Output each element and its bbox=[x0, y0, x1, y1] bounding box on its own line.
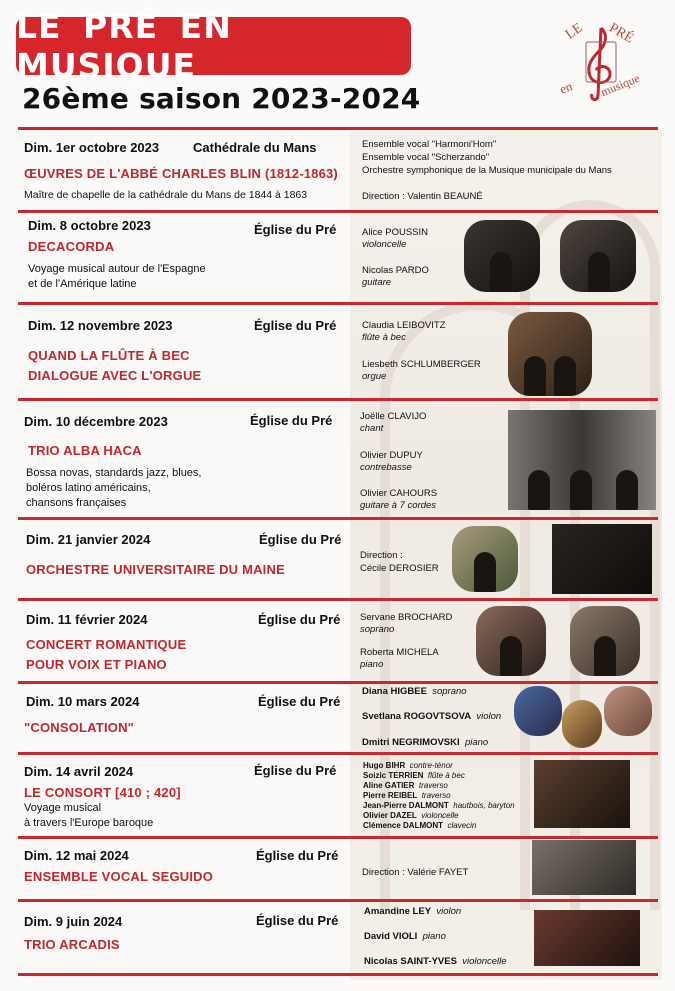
event-date: Dim. 11 février 2024 bbox=[26, 612, 148, 627]
performer-name: Soizic TERRIEN bbox=[363, 771, 424, 780]
performer bbox=[363, 801, 515, 811]
ensemble-line: Ensemble vocal "Harmoni'Hom" bbox=[362, 139, 497, 150]
performer-photo bbox=[508, 312, 592, 396]
performer-name: Svetlana ROGOVTSOVA bbox=[362, 711, 472, 722]
performer bbox=[363, 791, 451, 801]
performer-role: piano bbox=[422, 931, 446, 942]
performer bbox=[364, 956, 507, 968]
performer-photo bbox=[476, 606, 546, 676]
divider bbox=[18, 127, 658, 130]
performer-role: soprano bbox=[360, 624, 395, 635]
performer bbox=[363, 761, 453, 771]
event-date: Dim. 10 décembre 2023 bbox=[24, 414, 168, 429]
performer bbox=[360, 612, 452, 635]
direction-line: Direction : Valentin BEAUNÉ bbox=[362, 191, 483, 202]
event-title: ENSEMBLE VOCAL SEGUIDO bbox=[24, 869, 214, 884]
performer-role: chant bbox=[360, 423, 384, 434]
performer-name: Liesbeth SCHLUMBERGER bbox=[362, 359, 481, 370]
performer bbox=[363, 781, 448, 791]
performer bbox=[362, 711, 501, 723]
performer-role: contrebasse bbox=[360, 462, 412, 473]
performer-role: clavecin bbox=[447, 821, 477, 830]
event-date: Dim. 9 juin 2024 bbox=[24, 914, 123, 929]
performer-role: violon bbox=[476, 711, 502, 722]
performer-photo bbox=[560, 220, 636, 292]
event-venue: Église du Pré bbox=[256, 913, 339, 928]
performer-name: Olivier CAHOURS bbox=[360, 488, 438, 499]
event-description: Maître de chapelle de la cathédrale du Mans de 1844 à 1863 bbox=[24, 189, 308, 201]
event-description: Voyage musical bbox=[24, 802, 102, 814]
event-date: Dim. 14 avril 2024 bbox=[24, 764, 134, 779]
performer-name: Aline GATIER bbox=[363, 781, 415, 790]
performer-name: Dmitri NEGRIMOVSKI bbox=[362, 737, 460, 748]
divider bbox=[18, 899, 658, 902]
performer-name: Amandine LEY bbox=[364, 906, 432, 917]
performer bbox=[362, 359, 481, 382]
performer-role: piano bbox=[464, 737, 489, 748]
performer bbox=[362, 737, 488, 749]
page-title: LE PRÉ EN MUSIQUE bbox=[16, 7, 232, 85]
divider bbox=[18, 598, 658, 601]
performer bbox=[363, 821, 476, 831]
performer bbox=[363, 771, 465, 781]
logo-text: en bbox=[557, 78, 575, 97]
event-venue: Église du Pré bbox=[254, 222, 337, 237]
performer bbox=[364, 931, 446, 943]
direction-label: Direction : bbox=[360, 550, 403, 561]
event-venue: Église du Pré bbox=[254, 318, 337, 333]
performer bbox=[363, 811, 459, 821]
performer-photo bbox=[508, 410, 656, 510]
divider bbox=[18, 681, 658, 684]
event-date: Dim. 12 mai 2024 bbox=[24, 848, 129, 863]
divider bbox=[18, 973, 658, 976]
event-venue: Église du Pré bbox=[259, 532, 342, 547]
event-venue: Église du Pré bbox=[254, 763, 337, 778]
event-date: Dim. 12 novembre 2023 bbox=[28, 318, 173, 333]
performer bbox=[362, 686, 467, 698]
divider bbox=[18, 836, 658, 839]
event-description: Voyage musical autour de l'Espagne bbox=[28, 263, 206, 275]
event-date: Dim. 10 mars 2024 bbox=[26, 694, 140, 709]
performer-photo bbox=[562, 700, 602, 748]
performer bbox=[362, 227, 428, 250]
performer-role: guitare bbox=[362, 277, 392, 288]
performer-photo bbox=[552, 524, 652, 594]
event-description: et de l'Amérique latine bbox=[28, 278, 137, 290]
performer-photo bbox=[570, 606, 640, 676]
performer-role: violon bbox=[436, 906, 462, 917]
performer-name: Hugo BIHR bbox=[363, 761, 406, 770]
direction-line: Direction : Valérie FAYET bbox=[362, 867, 469, 878]
performer-photo bbox=[534, 760, 630, 828]
event-date: Dim. 1er octobre 2023 bbox=[24, 140, 160, 155]
event-title: QUAND LA FLÛTE À BEC bbox=[28, 348, 190, 363]
director-name: Cécile DEROSIER bbox=[360, 563, 439, 574]
performer-name: Alice POUSSIN bbox=[362, 227, 428, 238]
performer-photo bbox=[514, 686, 562, 736]
title-banner bbox=[16, 7, 411, 85]
season-subtitle: 26ème saison 2023-2024 bbox=[22, 82, 421, 115]
performer bbox=[362, 320, 445, 343]
performer-role: hautbois, baryton bbox=[453, 801, 515, 810]
performer-photo bbox=[532, 840, 636, 895]
performer bbox=[364, 906, 461, 918]
performer-name: Jean-Pierre DALMONT bbox=[363, 801, 449, 810]
performer bbox=[360, 647, 439, 670]
event-title: ŒUVRES DE L'ABBÉ CHARLES BLIN (1812-1863) bbox=[24, 166, 338, 181]
divider bbox=[18, 398, 658, 401]
event-venue: Église du Pré bbox=[258, 612, 341, 627]
performer-name: Servane BROCHARD bbox=[360, 612, 453, 623]
performer-role: piano bbox=[360, 659, 384, 670]
performer-name: Clémence DALMONT bbox=[363, 821, 444, 830]
performer-name: Nicolas PARDO bbox=[362, 265, 429, 276]
event-date: Dim. 8 octobre 2023 bbox=[28, 218, 151, 233]
event-title: CONCERT ROMANTIQUE bbox=[26, 637, 187, 652]
performer-role: violoncelle bbox=[362, 239, 407, 250]
logo-text: LE bbox=[562, 20, 586, 43]
event-description: à travers l'Europe baroque bbox=[24, 817, 154, 829]
event-venue: Église du Pré bbox=[250, 413, 333, 428]
logo-text: musique bbox=[598, 70, 642, 100]
performer-name: Olivier DUPUY bbox=[360, 450, 423, 461]
logo-text: PRÉ bbox=[606, 20, 636, 47]
event-venue: Église du Pré bbox=[256, 848, 339, 863]
performer-name: David VIOLI bbox=[364, 931, 418, 942]
event-description: boléros latino américains, bbox=[26, 482, 151, 494]
performer-role: contre-ténor bbox=[409, 761, 453, 770]
performer-role: traverso bbox=[418, 781, 448, 790]
ensemble-line: Ensemble vocal "Scherzando" bbox=[362, 152, 490, 163]
performer-role: flûte à bec bbox=[427, 771, 465, 780]
performer-role: flûte à bec bbox=[362, 332, 406, 343]
divider bbox=[18, 302, 658, 305]
event-title: POUR VOIX ET PIANO bbox=[26, 657, 167, 672]
event-description: Bossa novas, standards jazz, blues, bbox=[26, 467, 202, 479]
performer-name: Joëlle CLAVIJO bbox=[360, 411, 427, 422]
performer-name: Olivier DAZEL bbox=[363, 811, 417, 820]
performer-name: Claudia LEIBOVITZ bbox=[362, 320, 446, 331]
event-title: LE CONSORT [410 ; 420] bbox=[24, 785, 181, 800]
performer-photo bbox=[464, 220, 540, 292]
event-venue: Cathédrale du Mans bbox=[193, 140, 317, 155]
performer bbox=[360, 411, 426, 434]
performer-name: Pierre REIBEL bbox=[363, 791, 418, 800]
event-title: "CONSOLATION" bbox=[24, 720, 135, 735]
event-date: Dim. 21 janvier 2024 bbox=[26, 532, 151, 547]
performer bbox=[362, 265, 429, 288]
event-title: DECACORDA bbox=[28, 239, 115, 254]
performer-role: violoncelle bbox=[462, 956, 507, 967]
event-title: DIALOGUE AVEC L'ORGUE bbox=[28, 368, 202, 383]
performer-role: guitare à 7 cordes bbox=[360, 500, 437, 511]
divider bbox=[18, 752, 658, 755]
event-title: TRIO ARCADIS bbox=[24, 937, 120, 952]
performer-role: traverso bbox=[421, 791, 451, 800]
performer-photo bbox=[452, 526, 518, 592]
performer-role: orgue bbox=[362, 371, 387, 382]
performer-name: Diana HIGBEE bbox=[362, 686, 427, 697]
event-title: ORCHESTRE UNIVERSITAIRE DU MAINE bbox=[26, 562, 285, 577]
logo bbox=[556, 20, 646, 102]
performer-name: Nicolas SAINT-YVES bbox=[364, 956, 457, 967]
event-description: chansons françaises bbox=[26, 497, 127, 509]
divider bbox=[18, 210, 658, 213]
performer bbox=[360, 450, 423, 473]
ensemble-line: Orchestre symphonique de la Musique municipale du Mans bbox=[362, 165, 612, 176]
performer-photo bbox=[534, 910, 640, 966]
divider bbox=[18, 517, 658, 520]
performer-role: violoncelle bbox=[421, 811, 459, 820]
performer-role: soprano bbox=[432, 686, 467, 697]
event-venue: Église du Pré bbox=[258, 694, 341, 709]
performer-photo bbox=[604, 686, 652, 736]
performer bbox=[360, 488, 437, 511]
performer-name: Roberta MICHELA bbox=[360, 647, 439, 658]
event-title: TRIO ALBA HACA bbox=[28, 443, 142, 458]
